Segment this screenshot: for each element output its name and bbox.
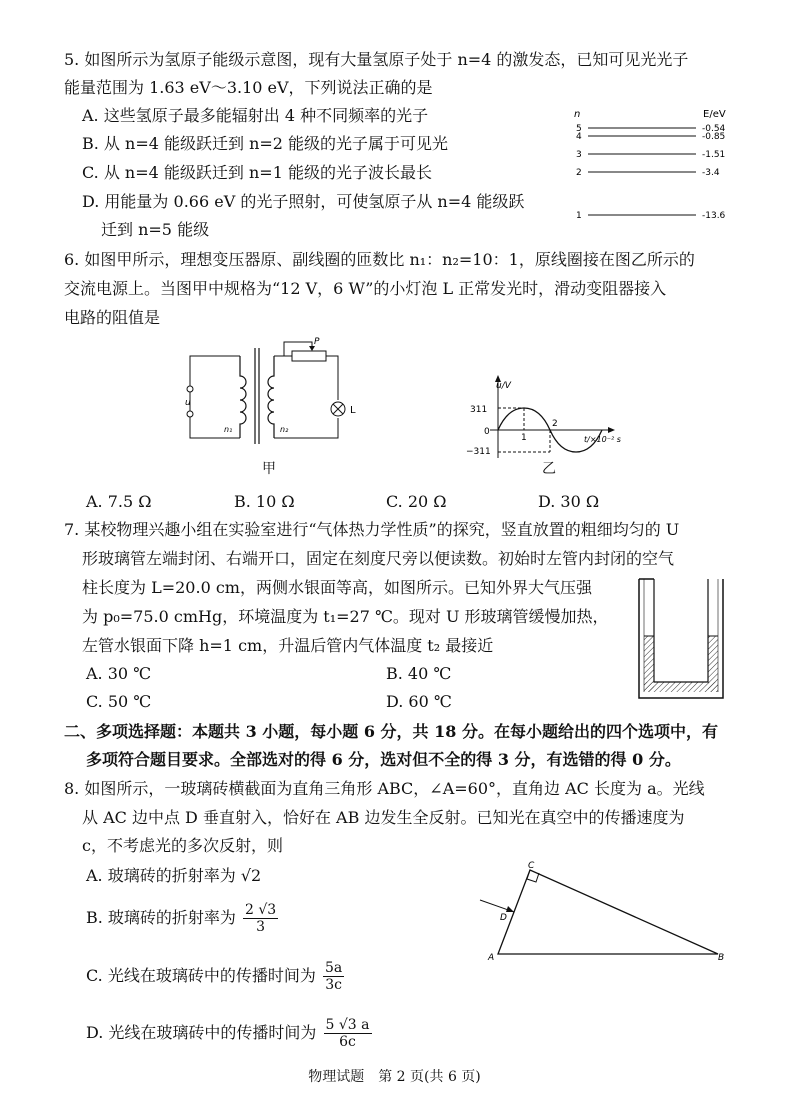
x-axis-label: t/×10⁻² s	[584, 435, 621, 444]
y-axis-label: u/V	[496, 381, 511, 391]
q8-line2: 从 AC 边中点 D 垂直射入，恰好在 AB 边发生全反射。已知光在真空中的传播速度为	[82, 808, 685, 827]
q8-option-a	[86, 866, 261, 886]
primary-coil	[240, 356, 246, 438]
level-e-4: -0.85	[702, 132, 726, 142]
section2-line2: 多项符合题目要求。全部选对的得 6 分，选对但不全的得 3 分，有选错的得 0 分。	[86, 750, 681, 769]
level-n-3: 3	[576, 150, 582, 160]
q7-line2: 形玻璃管左端封闭、右端开口，固定在刻度尺旁以便读数。初始时左管内封闭的空气	[82, 549, 675, 568]
q7-line5: 左管水银面下降 h=1 cm，升温后管内气体温度 t₂ 最接近	[82, 636, 494, 655]
energy-header: E/eV	[703, 109, 726, 120]
q6-option-d: D. 30 Ω	[538, 492, 600, 511]
n2-label: n₂	[280, 425, 289, 434]
slider-label: P	[314, 337, 320, 347]
secondary-coil	[268, 356, 274, 438]
ymax-label: 311	[470, 405, 488, 415]
ymin-label: −311	[466, 447, 491, 457]
level-n-4: 4	[576, 132, 582, 142]
u-label: u	[185, 398, 191, 408]
q8-option-b	[86, 902, 280, 935]
level-e-2: -3.4	[702, 168, 720, 178]
level-e-1: -13.6	[702, 211, 726, 221]
q8-option-d-denominator: 6c	[339, 1034, 356, 1050]
ac-waveform-figure	[460, 372, 660, 462]
q8-line3: c，不考虑光的多次反射，则	[82, 836, 283, 855]
q7-option-d: D. 60 ℃	[386, 692, 452, 711]
q5-option-d-cont: 迁到 n=5 能级	[101, 220, 210, 239]
n-header: n	[574, 109, 581, 120]
q8-option-b-fraction	[243, 902, 278, 935]
q6-option-a: A. 7.5 Ω	[86, 492, 152, 511]
q8-option-b-denominator: 3	[256, 919, 266, 935]
q8-option-c-text: C. 光线在玻璃砖中的传播时间为	[86, 966, 316, 985]
tick-2: 2	[552, 419, 558, 429]
q6-line3: 电路的阻值是	[64, 308, 161, 327]
origin-label: 0	[484, 427, 490, 437]
q5-line1: 5. 如图所示为氢原子能级示意图，现有大量氢原子处于 n=4 的激发态，已知可见光光子	[64, 50, 689, 69]
q6-line1: 6. 如图甲所示，理想变压器原、副线圈的匝数比 n₁：n₂=10：1，原线圈接在图乙所示的	[64, 250, 695, 269]
vertex-b-label: B	[718, 953, 725, 963]
triangle-figure	[460, 860, 740, 970]
q6-option-b: B. 10 Ω	[234, 492, 295, 511]
q6-line2: 交流电源上。当图甲中规格为“12 V，6 W”的小灯泡 L 正常发光时，滑动变阻器接入	[64, 279, 667, 298]
u-tube-inner	[654, 579, 708, 682]
vertex-a-label: A	[488, 953, 495, 963]
q8-line1: 8. 如图所示，一玻璃砖横截面为直角三角形 ABC，∠A=60°，直角边 AC 长度为 a。光线	[64, 779, 705, 798]
q7-option-c: C. 50 ℃	[86, 692, 152, 711]
q8-option-b-text: B. 玻璃砖的折射率为	[86, 908, 236, 927]
u-tube-figure	[634, 576, 734, 716]
q5-line2: 能量范围为 1.63 eV～3.10 eV，下列说法正确的是	[64, 78, 433, 97]
q8-option-c-fraction	[323, 960, 344, 993]
q8-option-c	[86, 960, 346, 993]
vertex-c-label: C	[528, 861, 535, 871]
q7-option-a: A. 30 ℃	[86, 664, 152, 683]
page-footer: 物理试题 第 2 页(共 6 页)	[308, 1069, 481, 1085]
q8-option-d	[86, 1017, 374, 1050]
triangle-abc	[498, 870, 718, 954]
rheostat	[292, 351, 326, 361]
transformer-circuit-figure	[180, 334, 370, 454]
q7-line4: 为 p₀=75.0 cmHg，环境温度为 t₁=27 ℃。现对 U 形玻璃管缓慢加热，	[82, 607, 609, 626]
level-n-1: 1	[576, 211, 582, 221]
q7-line1: 7. 某校物理兴趣小组在实验室进行“气体热力学性质”的探究，竖直放置的粗细均匀的 U	[64, 520, 680, 539]
energy-level-diagram	[568, 106, 738, 226]
q5-option-a: A. 这些氢原子最多能辐射出 4 种不同频率的光子	[82, 106, 429, 125]
figure-jia-caption: 甲	[262, 461, 276, 477]
q5-option-b: B. 从 n=4 能级跃迁到 n=2 能级的光子属于可见光	[82, 134, 449, 153]
q7-option-b: B. 40 ℃	[386, 664, 452, 683]
q8-option-a-text: A. 玻璃砖的折射率为	[86, 866, 241, 885]
q6-option-c: C. 20 Ω	[386, 492, 447, 511]
lamp-label: L	[350, 405, 356, 416]
section2-line1: 二、多项选择题：本题共 3 小题，每小题 6 分，共 18 分。在每小题给出的四个选项中，有	[64, 722, 718, 741]
level-n-5: 5	[576, 124, 582, 134]
level-e-5: -0.54	[702, 124, 726, 134]
q8-option-d-numerator: 5 √3 a	[325, 1017, 370, 1033]
point-d-label: D	[500, 913, 507, 923]
q5-option-c: C. 从 n=4 能级跃迁到 n=1 能级的光子波长最长	[82, 163, 432, 182]
level-n-2: 2	[576, 168, 582, 178]
q8-option-d-text: D. 光线在玻璃砖中的传播时间为	[86, 1023, 317, 1042]
tick-1: 1	[521, 433, 527, 443]
q8-option-b-numerator: 2 √3	[245, 902, 277, 918]
figure-yi-caption: 乙	[542, 461, 556, 477]
q5-option-d: D. 用能量为 0.66 eV 的光子照射，可使氢原子从 n=4 能级跃	[82, 192, 525, 211]
q7-line3: 柱长度为 L=20.0 cm，两侧水银面等高，如图所示。已知外界大气压强	[82, 578, 592, 597]
level-e-3: -1.51	[702, 150, 726, 160]
q8-option-c-numerator: 5a	[324, 960, 343, 976]
q8-option-c-denominator: 3c	[325, 977, 342, 993]
n1-label: n₁	[224, 425, 233, 434]
q8-option-d-fraction	[324, 1017, 372, 1050]
q8-option-a-value: √2	[240, 866, 262, 885]
